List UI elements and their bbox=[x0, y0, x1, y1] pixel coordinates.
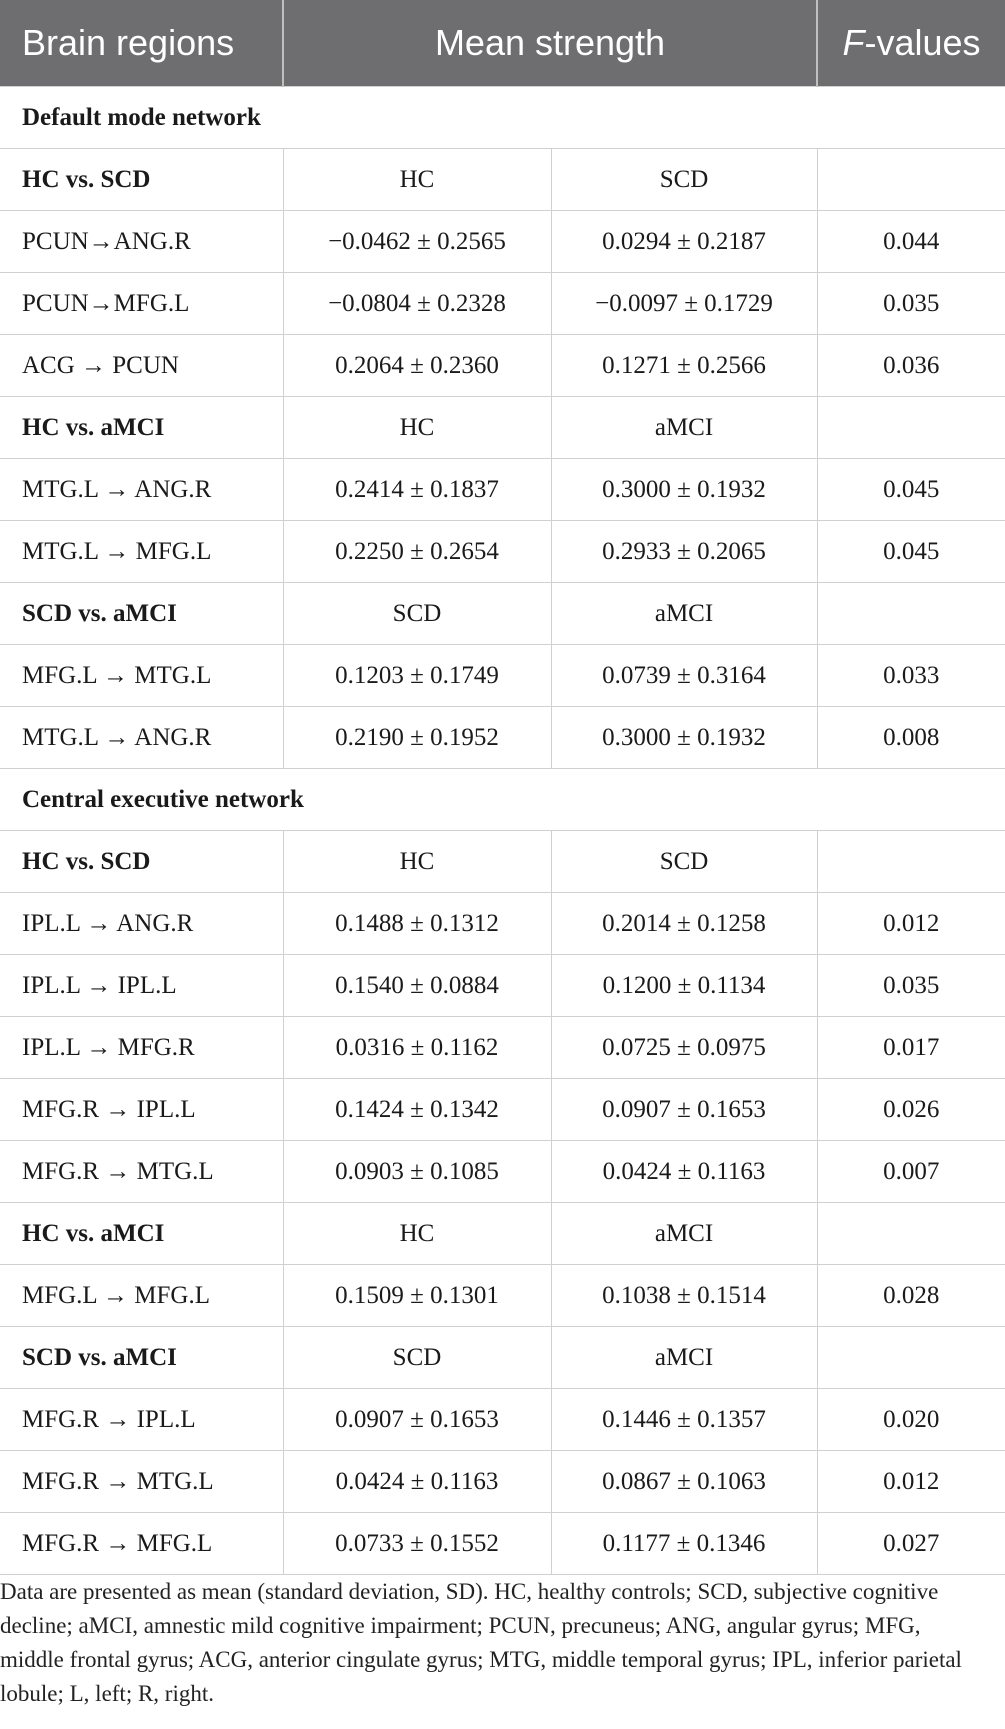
connection-region: MFG.L → MTG.L bbox=[0, 645, 283, 707]
group2-mean-sd: 0.3000 ± 0.1932 bbox=[551, 707, 817, 769]
group1-mean-sd: 0.0903 ± 0.1085 bbox=[283, 1141, 551, 1203]
table-row bbox=[0, 1079, 1005, 1141]
section-title: Default mode network bbox=[0, 87, 1005, 149]
connection-region: IPL.L → MFG.R bbox=[0, 1017, 283, 1079]
table-row bbox=[0, 335, 1005, 397]
table-row bbox=[0, 1513, 1005, 1575]
f-value-empty bbox=[817, 1327, 1005, 1389]
group2-mean-sd: 0.0739 ± 0.3164 bbox=[551, 645, 817, 707]
f-value-empty bbox=[817, 583, 1005, 645]
connection-region: ACG → PCUN bbox=[0, 335, 283, 397]
f-value: 0.035 bbox=[817, 955, 1005, 1017]
table-row bbox=[0, 893, 1005, 955]
connection-region: IPL.L → IPL.L bbox=[0, 955, 283, 1017]
group2-mean-sd: 0.2933 ± 0.2065 bbox=[551, 521, 817, 583]
f-value: 0.012 bbox=[817, 1451, 1005, 1513]
group1-mean-sd: 0.1424 ± 0.1342 bbox=[283, 1079, 551, 1141]
table-row bbox=[0, 273, 1005, 335]
group1-mean-sd: 0.2414 ± 0.1837 bbox=[283, 459, 551, 521]
f-value: 0.045 bbox=[817, 459, 1005, 521]
f-value: 0.035 bbox=[817, 273, 1005, 335]
connection-region: IPL.L → ANG.R bbox=[0, 893, 283, 955]
comparison-row bbox=[0, 1203, 1005, 1265]
group2-mean-sd: −0.0097 ± 0.1729 bbox=[551, 273, 817, 335]
group2-label: SCD bbox=[551, 831, 817, 893]
f-value: 0.020 bbox=[817, 1389, 1005, 1451]
table-header bbox=[0, 0, 1005, 87]
f-value: 0.028 bbox=[817, 1265, 1005, 1327]
comparison-label: HC vs. SCD bbox=[0, 149, 283, 211]
f-value: 0.012 bbox=[817, 893, 1005, 955]
group1-mean-sd: −0.0462 ± 0.2565 bbox=[283, 211, 551, 273]
comparison-row bbox=[0, 831, 1005, 893]
group1-label: SCD bbox=[283, 1327, 551, 1389]
group2-mean-sd: 0.3000 ± 0.1932 bbox=[551, 459, 817, 521]
group2-label: aMCI bbox=[551, 1203, 817, 1265]
connection-region: MFG.R → MTG.L bbox=[0, 1451, 283, 1513]
group1-mean-sd: 0.0316 ± 0.1162 bbox=[283, 1017, 551, 1079]
group2-mean-sd: 0.0424 ± 0.1163 bbox=[551, 1141, 817, 1203]
group1-label: HC bbox=[283, 397, 551, 459]
group1-mean-sd: 0.2250 ± 0.2654 bbox=[283, 521, 551, 583]
f-value: 0.026 bbox=[817, 1079, 1005, 1141]
connection-region: MTG.L → ANG.R bbox=[0, 459, 283, 521]
f-value-empty bbox=[817, 149, 1005, 211]
group1-mean-sd: 0.0733 ± 0.1552 bbox=[283, 1513, 551, 1575]
group2-mean-sd: 0.0907 ± 0.1653 bbox=[551, 1079, 817, 1141]
group1-label: HC bbox=[283, 1203, 551, 1265]
connection-region: MFG.L → MFG.L bbox=[0, 1265, 283, 1327]
section-row bbox=[0, 87, 1005, 149]
group1-label: SCD bbox=[283, 583, 551, 645]
group1-mean-sd: 0.1203 ± 0.1749 bbox=[283, 645, 551, 707]
connection-region: PCUN→MFG.L bbox=[0, 273, 283, 335]
group2-label: aMCI bbox=[551, 397, 817, 459]
group2-mean-sd: 0.1271 ± 0.2566 bbox=[551, 335, 817, 397]
f-value: 0.017 bbox=[817, 1017, 1005, 1079]
comparison-label: SCD vs. aMCI bbox=[0, 583, 283, 645]
f-value: 0.033 bbox=[817, 645, 1005, 707]
connection-region: MFG.R → MTG.L bbox=[0, 1141, 283, 1203]
section-row bbox=[0, 769, 1005, 831]
table-row bbox=[0, 459, 1005, 521]
group2-mean-sd: 0.0294 ± 0.2187 bbox=[551, 211, 817, 273]
comparison-row bbox=[0, 397, 1005, 459]
table-row bbox=[0, 521, 1005, 583]
f-value-empty bbox=[817, 831, 1005, 893]
group2-label: SCD bbox=[551, 149, 817, 211]
header-f-rest: -values bbox=[864, 22, 981, 63]
group2-mean-sd: 0.0725 ± 0.0975 bbox=[551, 1017, 817, 1079]
comparison-label: HC vs. aMCI bbox=[0, 397, 283, 459]
group2-label: aMCI bbox=[551, 583, 817, 645]
table-row bbox=[0, 1389, 1005, 1451]
connection-region: PCUN→ANG.R bbox=[0, 211, 283, 273]
group2-mean-sd: 0.1446 ± 0.1357 bbox=[551, 1389, 817, 1451]
comparison-label: HC vs. aMCI bbox=[0, 1203, 283, 1265]
group1-mean-sd: 0.2190 ± 0.1952 bbox=[283, 707, 551, 769]
header-brain-regions: Brain regions bbox=[0, 0, 283, 87]
group1-mean-sd: 0.1509 ± 0.1301 bbox=[283, 1265, 551, 1327]
group1-label: HC bbox=[283, 149, 551, 211]
group2-mean-sd: 0.1200 ± 0.1134 bbox=[551, 955, 817, 1017]
f-value: 0.007 bbox=[817, 1141, 1005, 1203]
group1-mean-sd: 0.2064 ± 0.2360 bbox=[283, 335, 551, 397]
table-body bbox=[0, 87, 1005, 1575]
f-value-empty bbox=[817, 1203, 1005, 1265]
comparison-row bbox=[0, 149, 1005, 211]
f-value: 0.045 bbox=[817, 521, 1005, 583]
table-row bbox=[0, 1017, 1005, 1079]
f-value-empty bbox=[817, 397, 1005, 459]
table-row bbox=[0, 1141, 1005, 1203]
header-f-italic: F bbox=[842, 22, 865, 63]
table-row bbox=[0, 211, 1005, 273]
connection-region: MTG.L → ANG.R bbox=[0, 707, 283, 769]
group2-mean-sd: 0.2014 ± 0.1258 bbox=[551, 893, 817, 955]
comparison-row bbox=[0, 583, 1005, 645]
group2-mean-sd: 0.0867 ± 0.1063 bbox=[551, 1451, 817, 1513]
group2-label: aMCI bbox=[551, 1327, 817, 1389]
group1-mean-sd: 0.1540 ± 0.0884 bbox=[283, 955, 551, 1017]
comparison-row bbox=[0, 1327, 1005, 1389]
table-row bbox=[0, 645, 1005, 707]
group1-mean-sd: 0.0907 ± 0.1653 bbox=[283, 1389, 551, 1451]
table-row bbox=[0, 1265, 1005, 1327]
f-value: 0.008 bbox=[817, 707, 1005, 769]
connection-region: MFG.R → IPL.L bbox=[0, 1079, 283, 1141]
group1-label: HC bbox=[283, 831, 551, 893]
group1-mean-sd: −0.0804 ± 0.2328 bbox=[283, 273, 551, 335]
comparison-label: HC vs. SCD bbox=[0, 831, 283, 893]
group1-mean-sd: 0.1488 ± 0.1312 bbox=[283, 893, 551, 955]
section-title: Central executive network bbox=[0, 769, 1005, 831]
connection-region: MFG.R → MFG.L bbox=[0, 1513, 283, 1575]
f-value: 0.044 bbox=[817, 211, 1005, 273]
header-mean-strength: Mean strength bbox=[283, 0, 817, 87]
connection-region: MTG.L → MFG.L bbox=[0, 521, 283, 583]
table-row bbox=[0, 707, 1005, 769]
connection-region: MFG.R → IPL.L bbox=[0, 1389, 283, 1451]
header-f-values bbox=[817, 0, 1005, 87]
table-footnote: Data are presented as mean (standard deviation, SD). HC, healthy controls; SCD, subjective cognitive decline; aMCI, amnestic mild cognitive impairment; PCUN, precuneus; ANG, angular gyrus; MFG, middle frontal gyrus; ACG, anterior cingulate gyrus; MTG, middle temporal gyrus; IPL, inferior parietal lobule; L, left; R, right. bbox=[0, 1579, 962, 1706]
group1-mean-sd: 0.0424 ± 0.1163 bbox=[283, 1451, 551, 1513]
f-value: 0.027 bbox=[817, 1513, 1005, 1575]
table-row bbox=[0, 955, 1005, 1017]
group2-mean-sd: 0.1177 ± 0.1346 bbox=[551, 1513, 817, 1575]
comparison-label: SCD vs. aMCI bbox=[0, 1327, 283, 1389]
table-row bbox=[0, 1451, 1005, 1513]
f-value: 0.036 bbox=[817, 335, 1005, 397]
group2-mean-sd: 0.1038 ± 0.1514 bbox=[551, 1265, 817, 1327]
